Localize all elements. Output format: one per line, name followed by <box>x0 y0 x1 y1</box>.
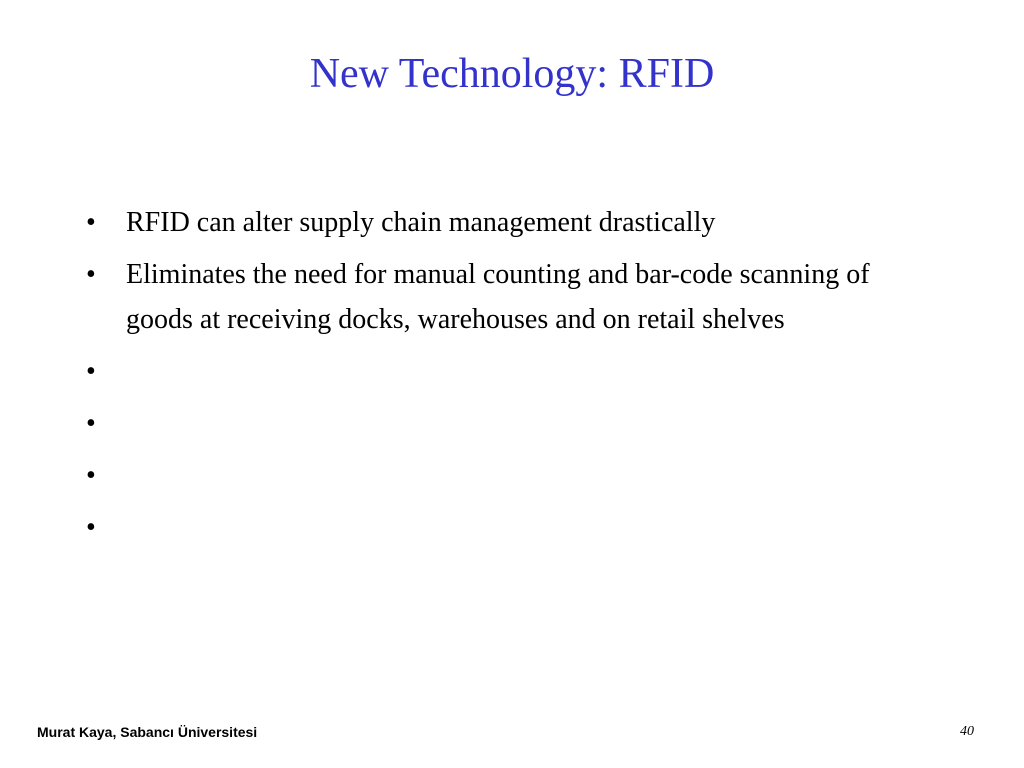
bullet-item <box>86 349 936 394</box>
bullet-marker: • <box>86 408 96 439</box>
bullet-marker: • <box>86 460 96 491</box>
bullet-list <box>86 200 936 557</box>
bullet-item <box>86 252 936 342</box>
bullet-text: RFID can alter supply chain management drastically <box>126 207 716 238</box>
bullet-text: Eliminates the need for manual counting and bar-code scanning of goods at receiving docks, warehouses and on retail shelves <box>126 259 870 335</box>
slide-title: New Technology: RFID <box>309 51 715 97</box>
bullet-item <box>86 200 936 245</box>
bullet-item <box>86 505 936 550</box>
bullet-item <box>86 401 936 446</box>
bullet-marker: • <box>86 512 96 543</box>
bullet-marker: • <box>86 259 96 290</box>
bullet-item <box>86 453 936 498</box>
bullet-marker: • <box>86 207 96 238</box>
page-number: 40 <box>960 724 974 739</box>
footer-author: Murat Kaya, Sabancı Üniversitesi <box>37 724 258 740</box>
bullet-marker: • <box>86 356 96 387</box>
